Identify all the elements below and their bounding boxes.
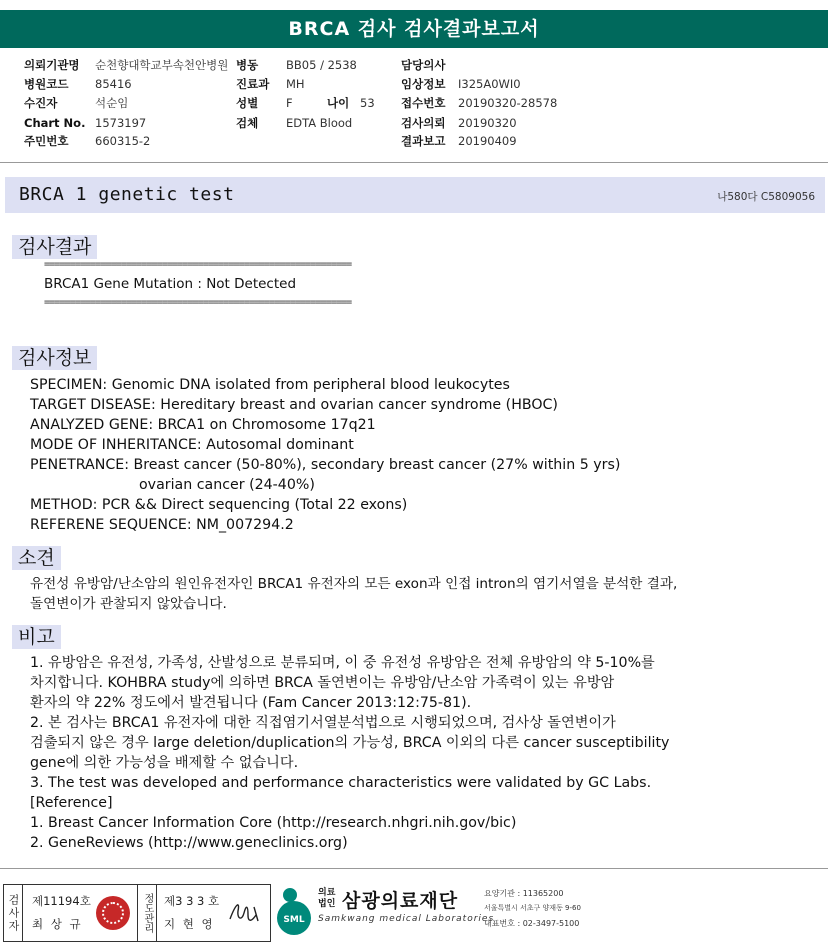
footer-divider <box>0 868 828 869</box>
remarks-line: gene에 의한 가능성을 배제할 수 없습니다. <box>30 755 299 771</box>
signature-box <box>3 884 271 942</box>
test-title-bar <box>5 177 825 213</box>
section-result-heading: 검사결과 <box>12 235 97 259</box>
section-remarks-heading: 비고 <box>12 625 61 649</box>
age-value: 53 <box>360 96 375 110</box>
seal-stamp <box>96 896 130 930</box>
corp-label: 의료법인 <box>318 888 336 909</box>
approver-license-no: 제3 3 3 호 <box>164 894 220 908</box>
remarks-line: 2. GeneReviews (http://www.geneclinics.org) <box>30 835 348 851</box>
remarks-line: 1. Breast Cancer Information Core (http://research.nhgri.nih.gov/bic) <box>30 815 517 831</box>
result-separator-bottom: ============================================================ <box>44 297 352 308</box>
org-code: 요양기관 : 11365200 <box>484 889 564 898</box>
org-english-name: Samkwang medical Laboratories <box>318 914 495 924</box>
section-opinion-heading: 소견 <box>12 546 61 570</box>
info-line: METHOD: PCR && Direct sequencing (Total 22 exons) <box>30 497 408 513</box>
info-line: MODE OF INHERITANCE: Autosomal dominant <box>30 437 354 453</box>
remarks-line: 검출되지 않은 경우 large deletion/duplication의 가능성, BRCA 이외의 다른 cancer susceptibility <box>30 735 670 751</box>
info-line: REFERENE SEQUENCE: NM_007294.2 <box>30 517 294 533</box>
age-label: 나이 <box>327 96 350 110</box>
opinion-line: 유전성 유방암/난소암의 원인유전자인 BRCA1 유전자의 모든 exon과 인접 intron의 염기서열을 분석한 결과, <box>30 576 678 592</box>
divider <box>156 885 157 941</box>
sml-logo-text: SML <box>283 915 305 925</box>
signature-icon <box>226 897 262 929</box>
divider <box>22 885 23 941</box>
info-line: SPECIMEN: Genomic DNA isolated from peripheral blood leukocytes <box>30 377 510 393</box>
remarks-line: 환자의 약 22% 정도에서 발견됩니다 (Fam Cancer 2013:12:75-81). <box>30 695 472 711</box>
report-title: BRCA 검사 검사결과보고서 <box>0 10 828 48</box>
info-line: ANALYZED GENE: BRCA1 on Chromosome 17q21 <box>30 417 376 433</box>
info-line: TARGET DISEASE: Hereditary breast and ovarian cancer syndrome (HBOC) <box>30 397 558 413</box>
org-address: 서울특별시 서초구 양재동 9-60 <box>484 904 581 912</box>
test-name: BRCA 1 genetic test <box>19 184 235 205</box>
remarks-line: 3. The test was developed and performance characteristics were validated by GC Labs. <box>30 775 652 791</box>
info-line: PENETRANCE: Breast cancer (50-80%), secondary breast cancer (27% within 5 yrs) <box>30 457 621 473</box>
result-separator-top: ============================================================ <box>44 259 352 270</box>
approver-label: 정도관리 <box>142 893 153 933</box>
remarks-line: [Reference] <box>30 795 113 811</box>
header-divider <box>0 162 828 163</box>
remarks-line: 2. 본 검사는 BRCA1 유전자에 대한 직접염기서열분석법으로 시행되었으며, 검사상 돌연변이가 <box>30 715 616 731</box>
approver-name: 지 현 영 <box>164 917 215 931</box>
sml-logo-icon <box>272 886 316 936</box>
section-info-heading: 검사정보 <box>12 346 97 370</box>
remarks-line: 1. 유방암은 유전성, 가족성, 산발성으로 분류되며, 이 중 유전성 유방암은 전체 유방암의 약 5-10%를 <box>30 655 655 671</box>
test-code: 나580다 C5809056 <box>717 191 815 203</box>
opinion-line: 돌연변이가 관찰되지 않았습니다. <box>30 596 227 612</box>
remarks-line: 차지합니다. KOHBRA study에 의하면 BRCA 돌연변이는 유방암/난소암 가족력이 있는 유방암 <box>30 675 615 691</box>
inspector-name: 최 상 규 <box>32 917 83 931</box>
info-line: ovarian cancer (24-40%) <box>139 477 315 493</box>
org-phone: 대표번호 : 02-3497-5100 <box>484 919 580 928</box>
org-name: 삼광의료재단 <box>342 890 459 912</box>
result-text: BRCA1 Gene Mutation : Not Detected <box>44 276 297 292</box>
inspector-license-no: 제11194호 <box>32 894 91 908</box>
inspector-label: 검사자 <box>7 893 20 933</box>
